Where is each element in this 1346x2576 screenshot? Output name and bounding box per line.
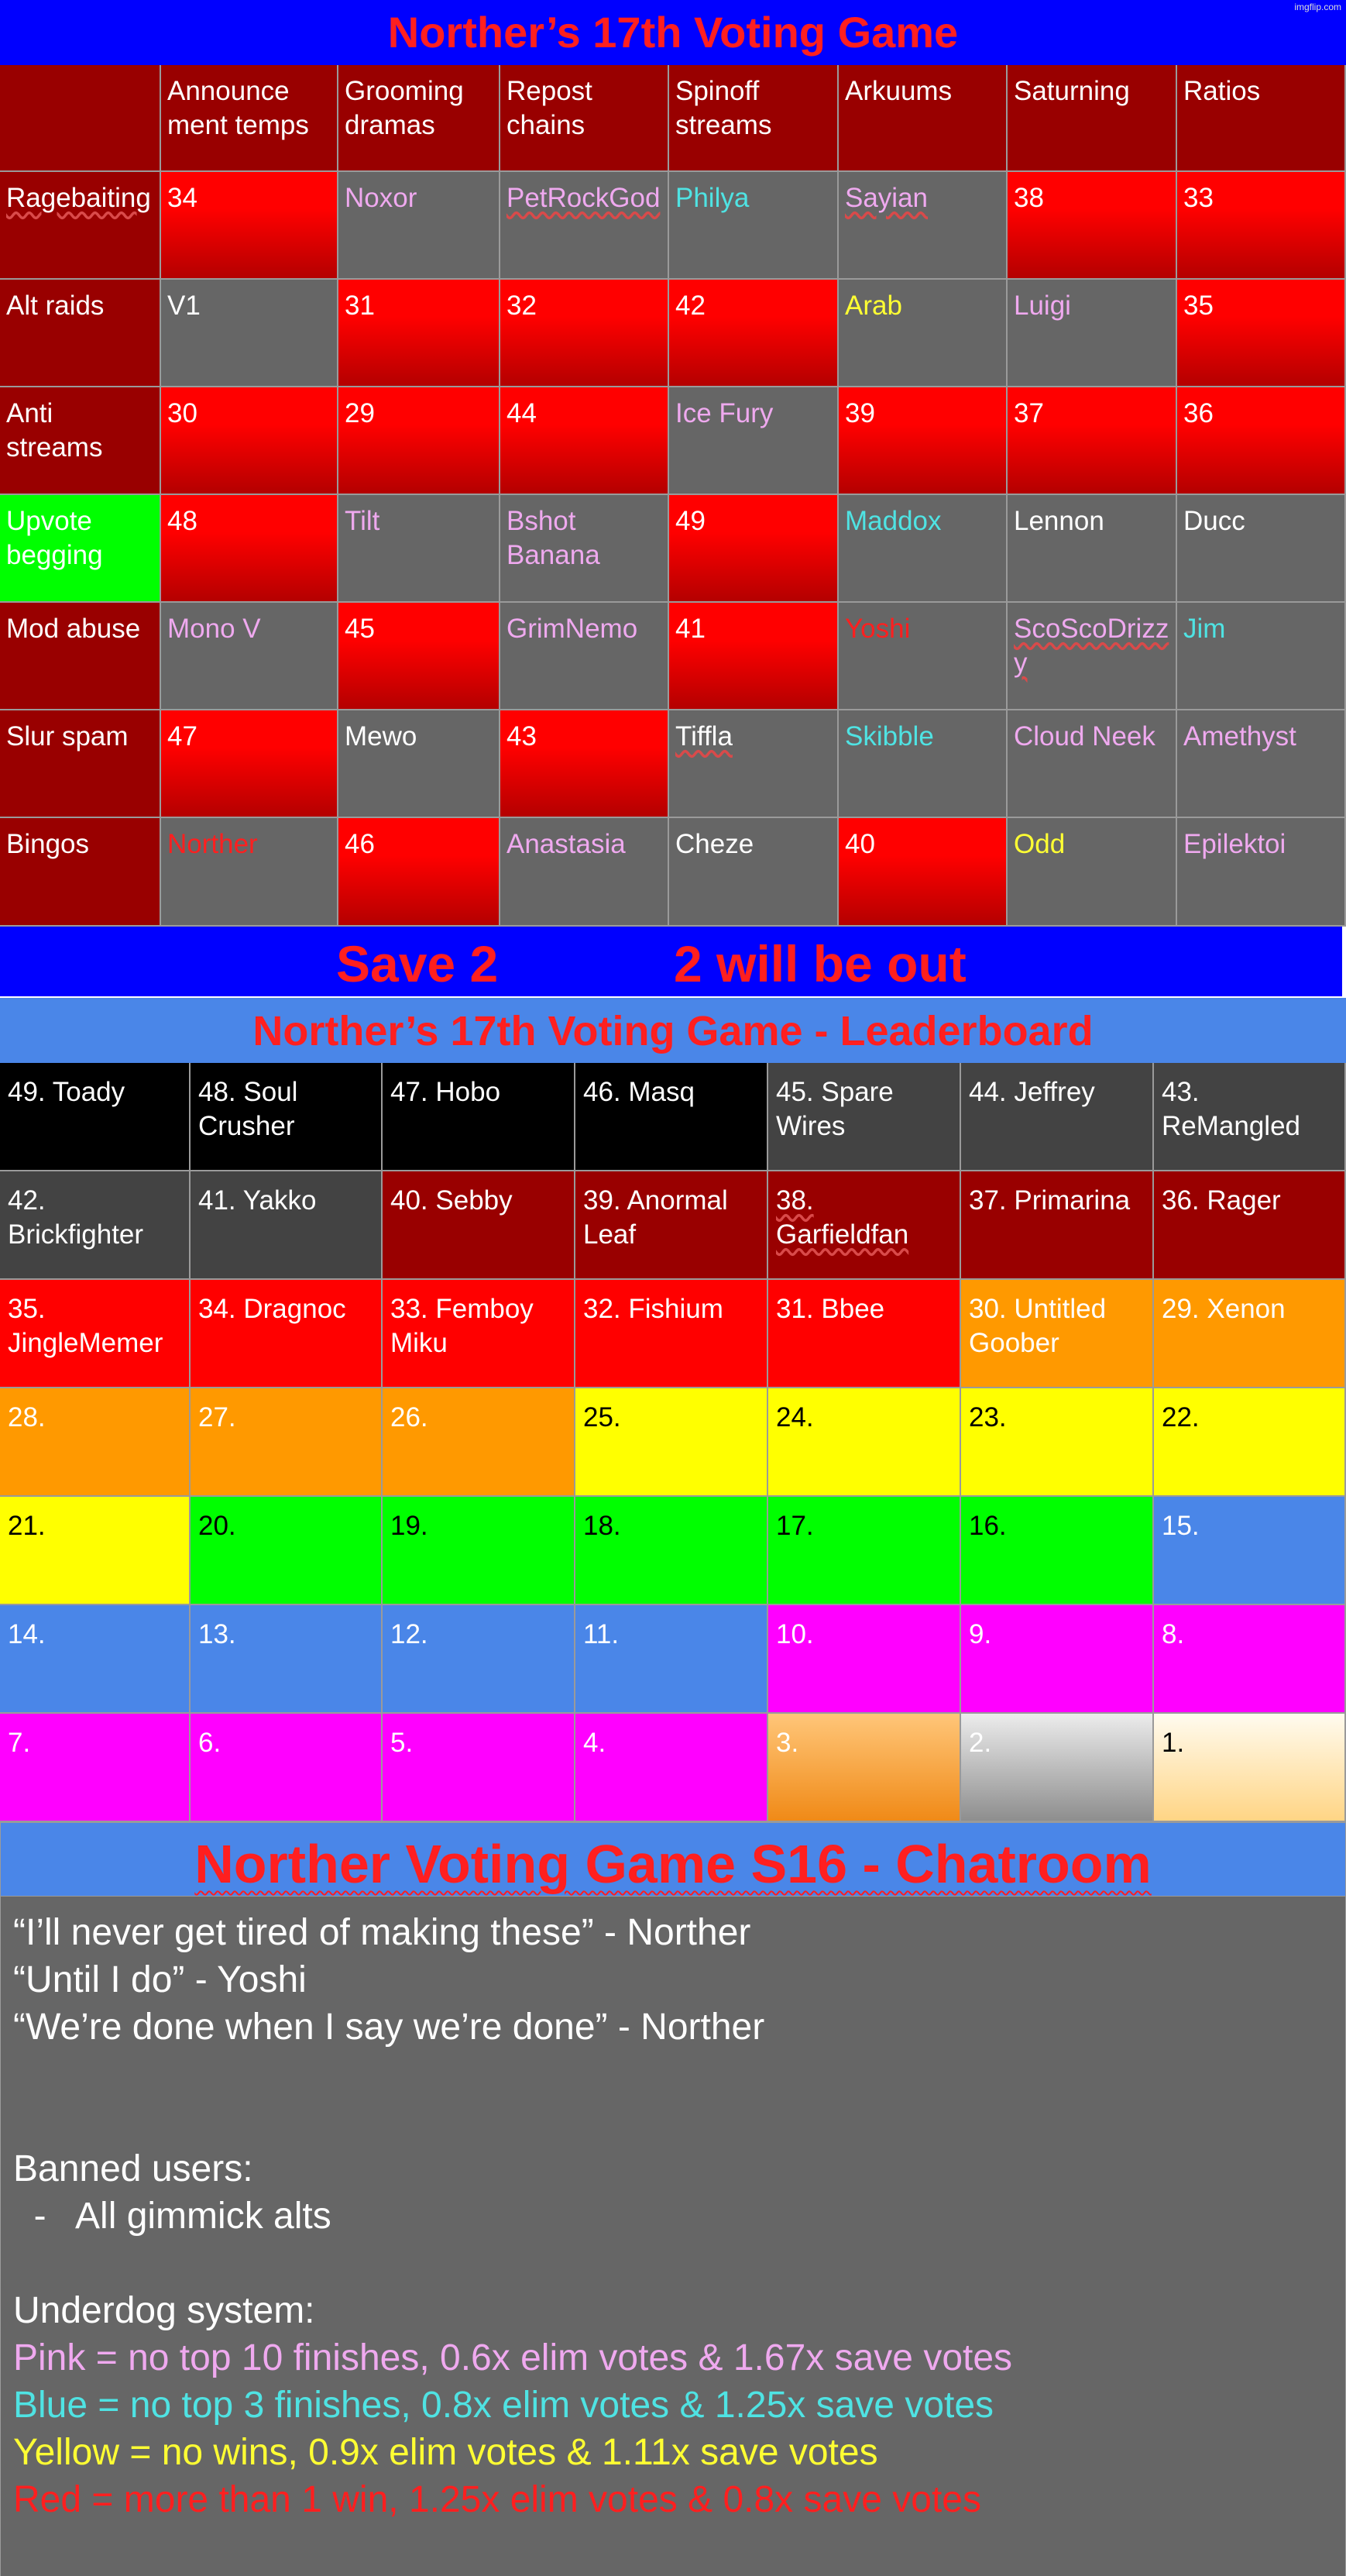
banned-heading: Banned users: — [13, 2148, 253, 2189]
row-label: Alt raids — [0, 280, 161, 387]
leaderboard-cell: 12. — [383, 1605, 575, 1714]
row-label: Anti streams — [0, 387, 161, 495]
grid-cell: Bshot Banana — [500, 495, 669, 603]
leaderboard-cell: 10. — [768, 1605, 961, 1714]
leaderboard-cell: 15. — [1154, 1497, 1346, 1605]
underdog-rule-pink: Pink = no top 10 finishes, 0.6x elim votes & 1.67x save votes — [13, 2337, 1013, 2378]
grid-cell: 36 — [1177, 387, 1346, 495]
grid-cell: 47 — [161, 710, 338, 818]
banned-item: - All gimmick alts — [13, 2196, 331, 2237]
leaderboard-cell-bronze: 3. — [768, 1714, 961, 1822]
leaderboard-cell: 8. — [1154, 1605, 1346, 1714]
leaderboard-cell: 11. — [575, 1605, 768, 1714]
leaderboard-cell: 40. Sebby — [383, 1171, 575, 1280]
leaderboard-cell: 6. — [191, 1714, 383, 1822]
grid-cell: 45 — [338, 603, 500, 710]
leaderboard-cell: 35. JingleMemer — [0, 1280, 191, 1388]
leaderboard-cell: 13. — [191, 1605, 383, 1714]
save-banner — [0, 927, 1342, 996]
row-label: Bingos — [0, 818, 161, 927]
leaderboard-cell: 19. — [383, 1497, 575, 1605]
grid-cell: Philya — [669, 172, 839, 280]
leaderboard-cell-gold: 1. — [1154, 1714, 1346, 1822]
row-label: Upvote begging — [0, 495, 161, 603]
leaderboard-cell: 32. Fishium — [575, 1280, 768, 1388]
column-header: Announce ment temps — [161, 65, 338, 172]
grid-cell: Arab — [839, 280, 1008, 387]
leaderboard-cell: 48. Soul Crusher — [191, 1063, 383, 1171]
grid-cell: 31 — [338, 280, 500, 387]
grid-cell: 41 — [669, 603, 839, 710]
leaderboard-cell: 36. Rager — [1154, 1171, 1346, 1280]
grid-cell: Maddox — [839, 495, 1008, 603]
quote: “We’re done when I say we’re done” - Norther — [13, 2007, 765, 2048]
leaderboard-cell: 43. ReMangled — [1154, 1063, 1346, 1171]
grid-cell: Lennon — [1008, 495, 1177, 603]
grid-cell: Cheze — [669, 818, 839, 927]
grid-cell: 32 — [500, 280, 669, 387]
underdog-heading: Underdog system: — [13, 2290, 315, 2331]
leaderboard-cell: 17. — [768, 1497, 961, 1605]
leaderboard-cell: 46. Masq — [575, 1063, 768, 1171]
grid-cell: Tilt — [338, 495, 500, 603]
grid-cell: Odd — [1008, 818, 1177, 927]
page-title: Norther’s 17th Voting Game — [0, 0, 1346, 65]
leaderboard-cell: 33. Femboy Miku — [383, 1280, 575, 1388]
column-header: Arkuums — [839, 65, 1008, 172]
leaderboard-cell: 9. — [961, 1605, 1154, 1714]
leaderboard-cell: 39. Anormal Leaf — [575, 1171, 768, 1280]
leaderboard-cell: 44. Jeffrey — [961, 1063, 1154, 1171]
grid-cell: 30 — [161, 387, 338, 495]
leaderboard-cell: 27. — [191, 1388, 383, 1497]
quote: “I’ll never get tired of making these” - Norther — [13, 1912, 751, 1953]
leaderboard-cell: 41. Yakko — [191, 1171, 383, 1280]
leaderboard-cell: 23. — [961, 1388, 1154, 1497]
grid-cell: 37 — [1008, 387, 1177, 495]
grid-cell: 29 — [338, 387, 500, 495]
leaderboard-cell: 30. Untitled Goober — [961, 1280, 1154, 1388]
column-header: Spinoff streams — [669, 65, 839, 172]
grid-cell: Jim — [1177, 603, 1346, 710]
underdog-rule-red: Red = more than 1 win, 1.25x elim votes & 0.8x save votes — [13, 2479, 981, 2520]
grid-cell: Sayian — [839, 172, 1008, 280]
leaderboard-cell: 7. — [0, 1714, 191, 1822]
grid-cell: 38 — [1008, 172, 1177, 280]
column-header: Grooming dramas — [338, 65, 500, 172]
grid-cell: V1 — [161, 280, 338, 387]
grid-cell: 33 — [1177, 172, 1346, 280]
leaderboard-cell: 34. Dragnoc — [191, 1280, 383, 1388]
leaderboard-cell: 25. — [575, 1388, 768, 1497]
grid-cell: Mewo — [338, 710, 500, 818]
grid-cell: Epilektoi — [1177, 818, 1346, 927]
grid-cell: Amethyst — [1177, 710, 1346, 818]
leaderboard-cell: 16. — [961, 1497, 1154, 1605]
leaderboard-cell: 37. Primarina — [961, 1171, 1154, 1280]
column-header: Saturning — [1008, 65, 1177, 172]
row-label: Mod abuse — [0, 603, 161, 710]
leaderboard-cell: 38. Garfieldfan — [768, 1171, 961, 1280]
leaderboard-cell: 49. Toady — [0, 1063, 191, 1171]
grid-cell: 39 — [839, 387, 1008, 495]
leaderboard-cell: 22. — [1154, 1388, 1346, 1497]
grid-cell: Noxor — [338, 172, 500, 280]
leaderboard-cell: 18. — [575, 1497, 768, 1605]
grid-cell: GrimNemo — [500, 603, 669, 710]
grid-cell: Cloud Neek — [1008, 710, 1177, 818]
leaderboard-cell: 42. Brickfighter — [0, 1171, 191, 1280]
grid-cell: 34 — [161, 172, 338, 280]
grid-cell: 43 — [500, 710, 669, 818]
elimination-count-label: 2 will be out — [674, 935, 967, 992]
leaderboard-cell: 4. — [575, 1714, 768, 1822]
column-header: Ratios — [1177, 65, 1346, 172]
grid-cell: Luigi — [1008, 280, 1177, 387]
grid-cell: Ducc — [1177, 495, 1346, 603]
grid-cell: 42 — [669, 280, 839, 387]
leaderboard-cell: 21. — [0, 1497, 191, 1605]
save-count-label: Save 2 — [336, 935, 499, 992]
column-header: Repost chains — [500, 65, 669, 172]
leaderboard-cell: 31. Bbee — [768, 1280, 961, 1388]
grid-cell: 44 — [500, 387, 669, 495]
leaderboard-cell: 20. — [191, 1497, 383, 1605]
quote: “Until I do” - Yoshi — [13, 1959, 307, 2000]
watermark: imgflip.com — [1294, 2, 1341, 12]
leaderboard-cell: 47. Hobo — [383, 1063, 575, 1171]
leaderboard-cell: 24. — [768, 1388, 961, 1497]
grid-cell: 49 — [669, 495, 839, 603]
grid-corner — [0, 65, 161, 172]
leaderboard-cell: 45. Spare Wires — [768, 1063, 961, 1171]
grid-cell: PetRockGod — [500, 172, 669, 280]
leaderboard-cell: 14. — [0, 1605, 191, 1714]
grid-cell: 46 — [338, 818, 500, 927]
row-label: Slur spam — [0, 710, 161, 818]
chatroom-panel — [0, 1897, 1346, 2576]
underdog-rule-yellow: Yellow = no wins, 0.9x elim votes & 1.11x save votes — [13, 2432, 878, 2473]
row-label: Ragebaiting — [0, 172, 161, 280]
grid-cell: Tiffla — [669, 710, 839, 818]
grid-cell: 40 — [839, 818, 1008, 927]
underdog-rule-blue: Blue = no top 3 finishes, 0.8x elim votes & 1.25x save votes — [13, 2385, 994, 2426]
grid-cell: Ice Fury — [669, 387, 839, 495]
leaderboard-cell: 5. — [383, 1714, 575, 1822]
grid-cell: Anastasia — [500, 818, 669, 927]
grid-cell: ScoScoDrizzy — [1008, 603, 1177, 710]
leaderboard-cell: 28. — [0, 1388, 191, 1497]
leaderboard-cell: 26. — [383, 1388, 575, 1497]
grid-cell: 48 — [161, 495, 338, 603]
grid-cell: Skibble — [839, 710, 1008, 818]
leaderboard-cell-silver: 2. — [961, 1714, 1154, 1822]
grid-cell: Yoshi — [839, 603, 1008, 710]
leaderboard-cell: 29. Xenon — [1154, 1280, 1346, 1388]
grid-cell: Norther — [161, 818, 338, 927]
leaderboard-title: Norther’s 17th Voting Game - Leaderboard — [0, 998, 1346, 1063]
chatroom-title: Norther Voting Game S16 - Chatroom — [0, 1822, 1346, 1897]
grid-cell: 35 — [1177, 280, 1346, 387]
grid-cell: Mono V — [161, 603, 338, 710]
